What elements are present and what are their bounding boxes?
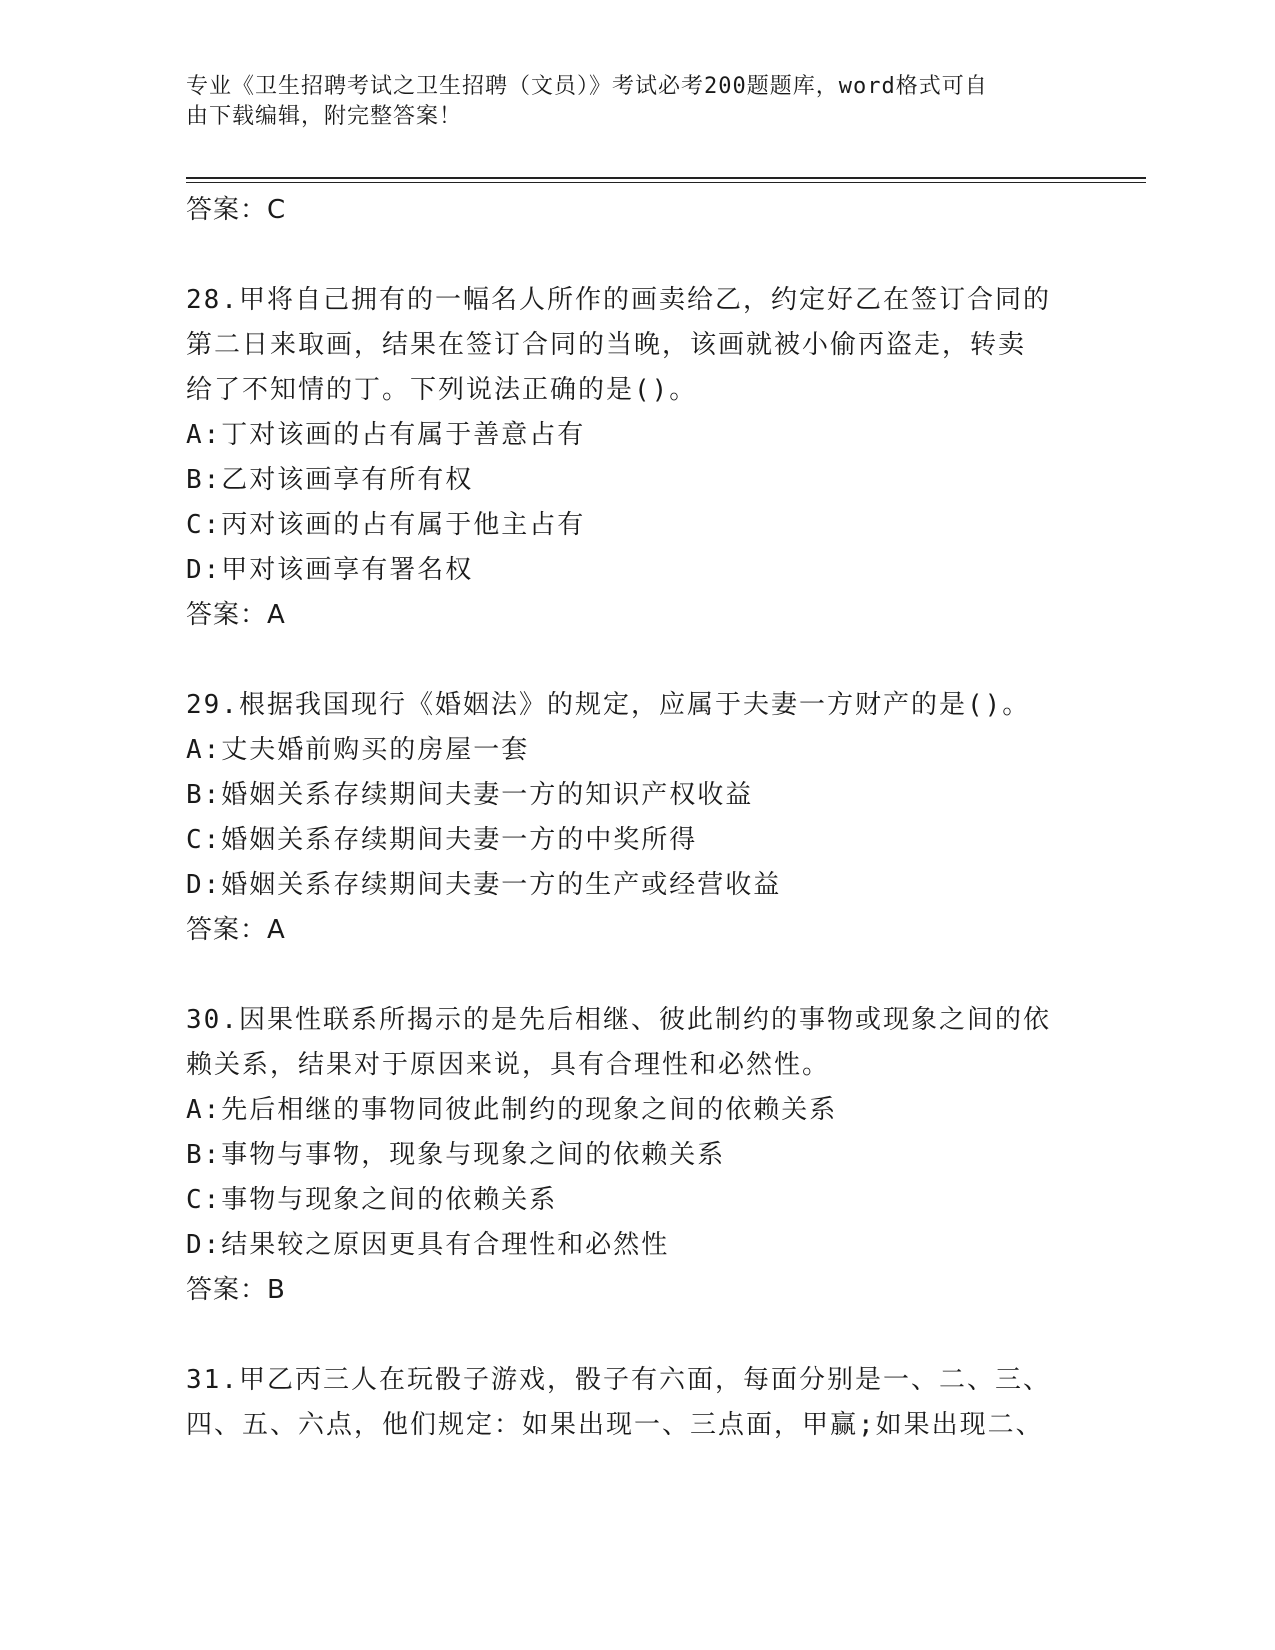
question-text-line: 第二日来取画，结果在签订合同的当晚，该画就被小偷丙盗走，转卖 (186, 330, 1027, 360)
spacer (186, 1313, 1086, 1358)
header-line-1: 专业《卫生招聘考试之卫生招聘（文员）》考试必考200题题库，word格式可自 (186, 74, 988, 99)
option-c: C:丙对该画的占有属于他主占有 (186, 510, 586, 540)
answer-prev: 答案：C (186, 195, 287, 225)
option-a: A:丁对该画的占有属于善意占有 (186, 420, 586, 450)
answer: 答案：A (186, 600, 286, 630)
header-divider-thin (186, 182, 1146, 183)
option-a: A:先后相继的事物同彼此制约的现象之间的依赖关系 (186, 1095, 838, 1125)
page-header (186, 72, 1066, 132)
question-text-line: 给了不知情的丁。下列说法正确的是()。 (186, 375, 698, 405)
question-text-line: 30.因果性联系所揭示的是先后相继、彼此制约的事物或现象之间的依 (186, 1005, 1051, 1035)
question-text-line: 赖关系，结果对于原因来说，具有合理性和必然性。 (186, 1050, 831, 1080)
option-d: D:甲对该画享有署名权 (186, 555, 474, 585)
option-d: D:结果较之原因更具有合理性和必然性 (186, 1230, 670, 1260)
spacer (186, 953, 1086, 998)
option-d: D:婚姻关系存续期间夫妻一方的生产或经营收益 (186, 870, 782, 900)
question-content (186, 188, 1086, 1448)
answer: 答案：B (186, 1275, 286, 1305)
option-b: B:婚姻关系存续期间夫妻一方的知识产权收益 (186, 780, 754, 810)
option-c: C:事物与现象之间的依赖关系 (186, 1185, 558, 1215)
question-text-line: 四、五、六点，他们规定：如果出现一、三点面，甲赢;如果出现二、 (186, 1410, 1044, 1440)
question-30 (186, 998, 1086, 1313)
option-b: B:乙对该画享有所有权 (186, 465, 474, 495)
header-divider-thick (186, 177, 1146, 179)
option-c: C:婚姻关系存续期间夫妻一方的中奖所得 (186, 825, 698, 855)
option-a: A:丈夫婚前购买的房屋一套 (186, 735, 530, 765)
option-b: B:事物与事物，现象与现象之间的依赖关系 (186, 1140, 726, 1170)
spacer (186, 638, 1086, 683)
answer: 答案：A (186, 915, 286, 945)
spacer (186, 233, 1086, 278)
question-text-line: 29.根据我国现行《婚姻法》的规定，应属于夫妻一方财产的是()。 (186, 690, 1031, 720)
question-text-line: 28.甲将自己拥有的一幅名人所作的画卖给乙，约定好乙在签订合同的 (186, 285, 1051, 315)
question-29 (186, 683, 1086, 953)
header-line-2: 由下载编辑，附完整答案！ (186, 104, 463, 129)
question-28 (186, 278, 1086, 638)
question-31 (186, 1358, 1086, 1448)
question-text-line: 31.甲乙丙三人在玩骰子游戏，骰子有六面，每面分别是一、二、三、 (186, 1365, 1051, 1395)
